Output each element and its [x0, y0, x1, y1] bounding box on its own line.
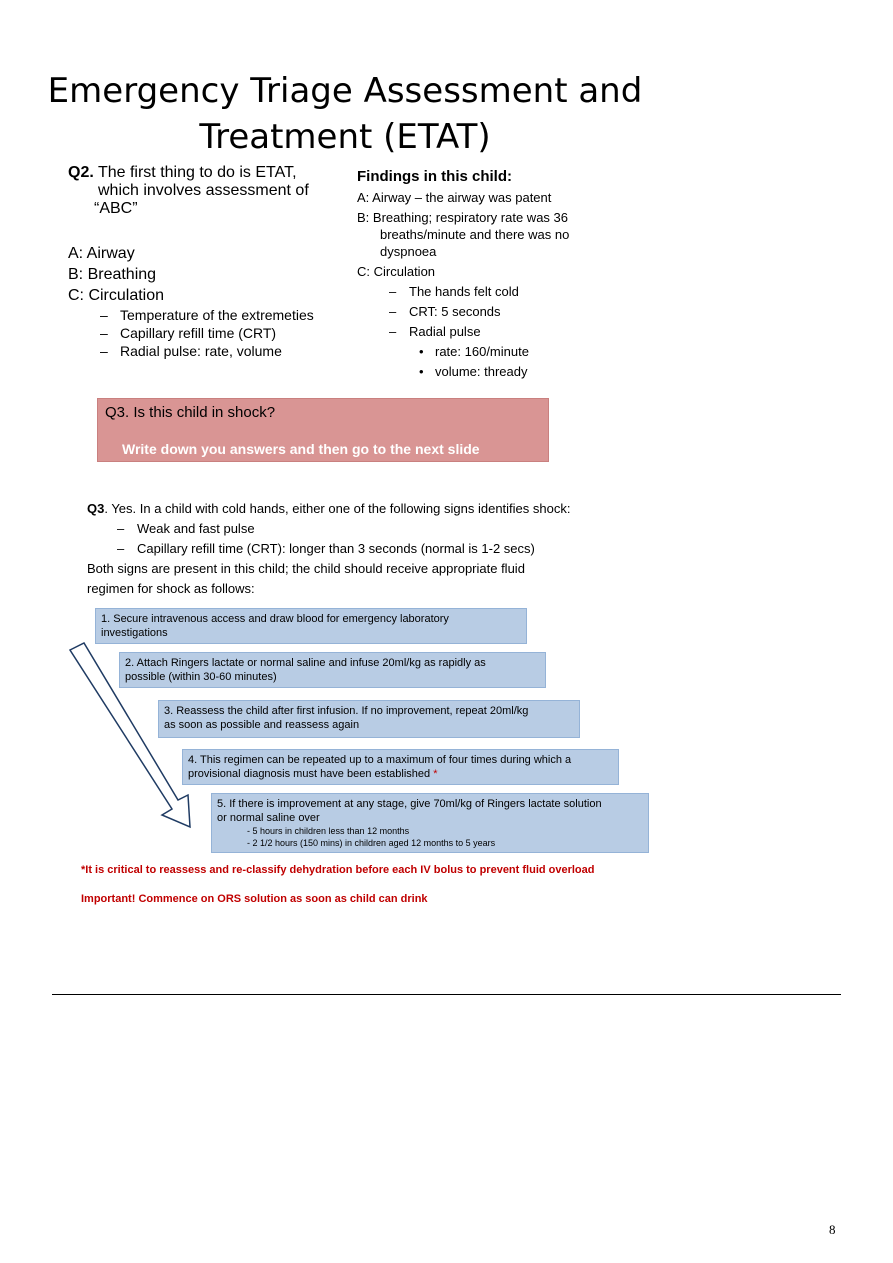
step-2-line-1: 2. Attach Ringers lactate or normal saline and infuse 20ml/kg as rapidly as: [125, 657, 486, 669]
flow-arrow-icon: [60, 640, 200, 835]
answer-sign: – Weak and fast pulse: [117, 521, 255, 536]
step-3-box: [158, 700, 580, 738]
answer-conclusion-1: Both signs are present in this child; the child should receive appropriate fluid: [87, 561, 525, 576]
title-line-2: Treatment (ETAT): [199, 117, 491, 157]
step-1-line-1: 1. Secure intravenous access and draw blood for emergency laboratory: [101, 613, 449, 625]
page-number: 8: [829, 1222, 836, 1237]
step-2-line-2: possible (within 30-60 minutes): [125, 671, 277, 683]
q2-line-1: The first thing to do is ETAT,: [97, 164, 297, 181]
step-4-box: [182, 749, 619, 785]
circulation-point: – Radial pulse: rate, volume: [100, 343, 282, 359]
step-5-sub-1: - 5 hours in children less than 12 months: [247, 826, 410, 836]
q2-question: [68, 163, 343, 219]
findings-circ-point: – The hands felt cold: [389, 284, 519, 299]
answer-intro: Q3. Yes. In a child with cold hands, either one of the following signs identifies shock:: [87, 501, 571, 516]
findings-pulse-point: • volume: thready: [419, 364, 528, 379]
findings-airway: A: Airway – the airway was patent: [357, 190, 552, 205]
circulation-point: – Temperature of the extremeties: [100, 307, 314, 323]
findings-panel: [357, 167, 602, 380]
q3-question: Q3. Is this child in shock?: [105, 404, 276, 421]
q3-question-box: [97, 398, 549, 462]
q3-instruction: Write down you answers and then go to the next slide: [122, 441, 480, 457]
circulation-point: – Capillary refill time (CRT): [100, 325, 277, 341]
step-4-asterisk: *: [433, 768, 438, 780]
page-divider: [52, 994, 841, 995]
step-1-box: [95, 608, 527, 644]
answer-sign: – Capillary refill time (CRT): longer than 3 seconds (normal is 1-2 secs): [117, 541, 535, 556]
findings-circ-point: – CRT: 5 seconds: [389, 304, 501, 319]
step-5-line-1: 5. If there is improvement at any stage, give 70ml/kg of Ringers lactate solution: [217, 798, 602, 810]
important-note: Important! Commence on ORS solution as soon as child can drink: [81, 893, 428, 905]
circulation-points: [68, 306, 314, 360]
step-4-line-2: provisional diagnosis must have been established *: [188, 768, 438, 780]
critical-note: *It is critical to reassess and re-classify dehydration before each IV bolus to prevent fluid overload: [81, 864, 595, 876]
abc-airway: A: Airway: [68, 245, 135, 262]
abc-list: [68, 243, 314, 360]
q2-line-2: which involves assessment of: [98, 182, 309, 199]
step-3-line-2: as soon as possible and reassess again: [164, 719, 360, 731]
title-line-1: Emergency Triage Assessment and: [47, 71, 643, 111]
step-1-line-2: investigations: [101, 627, 168, 639]
findings-circulation: C: Circulation: [357, 264, 436, 279]
answer-conclusion-2: regimen for shock as follows:: [87, 581, 255, 596]
step-5-sub-2: - 2 1/2 hours (150 mins) in children aged 12 months to 5 years: [247, 838, 496, 848]
step-3-line-1: 3. Reassess the child after first infusion. If no improvement, repeat 20ml/kg: [164, 705, 529, 717]
step-4-line-1: 4. This regimen can be repeated up to a maximum of four times during which a: [188, 754, 572, 766]
findings-circ-point: – Radial pulse: [389, 324, 481, 339]
step-5-box: [211, 793, 649, 853]
abc-breathing: B: Breathing: [68, 266, 157, 283]
findings-breathing: B: Breathing; respiratory rate was 36 breaths/minute and there was no dyspnoea: [357, 210, 570, 259]
q2-label: Q2.: [68, 164, 94, 181]
page-title: [0, 68, 690, 160]
abc-circulation: C: Circulation: [68, 287, 165, 304]
q3-answer: [87, 499, 607, 599]
step-5-line-2: or normal saline over: [217, 812, 320, 824]
q2-line-3: “ABC”: [94, 200, 138, 217]
findings-heading: Findings in this child:: [357, 168, 512, 185]
findings-pulse-point: • rate: 160/minute: [419, 344, 529, 359]
